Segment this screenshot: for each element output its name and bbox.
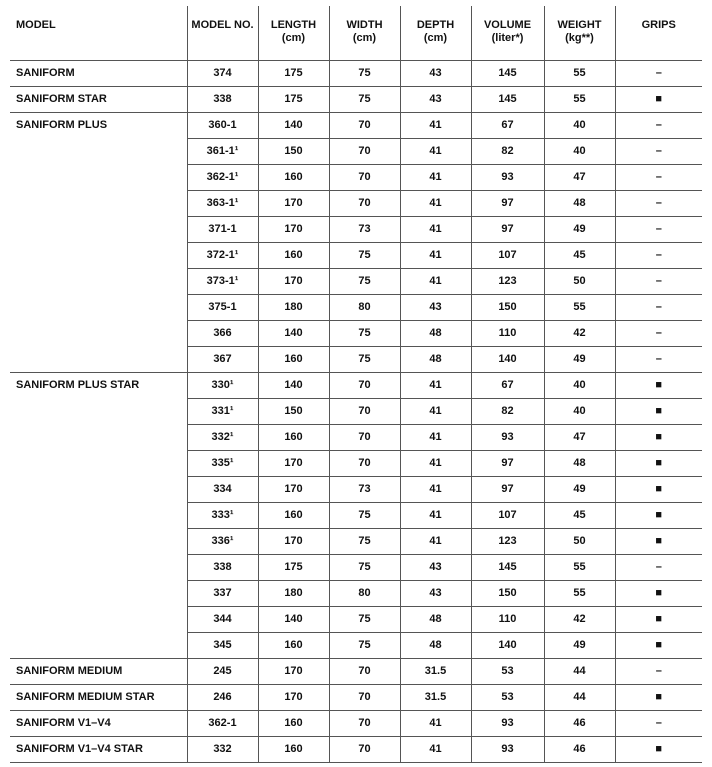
- length-cell: 160: [258, 632, 329, 658]
- volume-cell: 107: [471, 242, 544, 268]
- table-body: [10, 60, 702, 762]
- table-row: [10, 60, 702, 86]
- width-cell: 75: [329, 554, 400, 580]
- depth-cell: 48: [400, 346, 471, 372]
- depth-cell: 41: [400, 450, 471, 476]
- volume-cell: 67: [471, 372, 544, 398]
- length-cell: 170: [258, 528, 329, 554]
- model-cell: SANIFORM PLUS STAR: [16, 378, 140, 391]
- table-row: [10, 632, 702, 658]
- volume-cell: 145: [471, 554, 544, 580]
- table-row: [10, 476, 702, 502]
- volume-cell: 97: [471, 476, 544, 502]
- model-no-cell: 334: [187, 476, 258, 502]
- depth-cell: 31.5: [400, 684, 471, 710]
- header-depth-unit: (cm): [423, 32, 448, 44]
- volume-cell: 123: [471, 268, 544, 294]
- model-no-cell: 374: [187, 60, 258, 86]
- width-cell: 70: [329, 424, 400, 450]
- table-row: [10, 502, 702, 528]
- model-cell: [10, 190, 187, 216]
- table-row: [10, 528, 702, 554]
- model-cell: SANIFORM STAR: [10, 86, 187, 112]
- grips-cell: ■: [615, 736, 702, 762]
- length-cell: 180: [258, 294, 329, 320]
- width-cell: 75: [329, 268, 400, 294]
- weight-cell: 47: [544, 164, 615, 190]
- depth-cell: 48: [400, 320, 471, 346]
- header-width: [329, 6, 400, 60]
- volume-cell: 67: [471, 112, 544, 138]
- model-no-cell: 373-1¹: [187, 268, 258, 294]
- model-no-cell: 371-1: [187, 216, 258, 242]
- model-no-cell: 333¹: [187, 502, 258, 528]
- table-row: [10, 242, 702, 268]
- length-cell: 175: [258, 60, 329, 86]
- volume-cell: 150: [471, 294, 544, 320]
- model-no-cell: 336¹: [187, 528, 258, 554]
- model-cell: [10, 606, 187, 632]
- header-weight-label: WEIGHT: [557, 19, 602, 31]
- length-cell: 160: [258, 736, 329, 762]
- model-cell: [10, 528, 187, 554]
- table-row: [10, 268, 702, 294]
- grips-cell: ■: [615, 632, 702, 658]
- weight-cell: 48: [544, 450, 615, 476]
- model-no-cell: 375-1: [187, 294, 258, 320]
- model-cell: SANIFORM PLUS: [16, 118, 108, 131]
- model-no-cell: 338: [187, 554, 258, 580]
- volume-cell: 97: [471, 216, 544, 242]
- volume-cell: 93: [471, 164, 544, 190]
- model-cell: [10, 580, 187, 606]
- volume-cell: 93: [471, 736, 544, 762]
- volume-cell: 123: [471, 528, 544, 554]
- table-row: [10, 138, 702, 164]
- grips-cell: –: [615, 268, 702, 294]
- width-cell: 73: [329, 476, 400, 502]
- model-no-cell: 367: [187, 346, 258, 372]
- table-row: [10, 372, 702, 398]
- width-cell: 80: [329, 294, 400, 320]
- weight-cell: 50: [544, 268, 615, 294]
- volume-cell: 53: [471, 658, 544, 684]
- grips-cell: –: [615, 216, 702, 242]
- model-cell: [10, 476, 187, 502]
- grips-cell: ■: [615, 606, 702, 632]
- width-cell: 75: [329, 86, 400, 112]
- model-cell: [10, 320, 187, 346]
- grips-cell: ■: [615, 86, 702, 112]
- grips-cell: ■: [615, 502, 702, 528]
- width-cell: 70: [329, 450, 400, 476]
- weight-cell: 55: [544, 294, 615, 320]
- depth-cell: 43: [400, 580, 471, 606]
- weight-cell: 50: [544, 528, 615, 554]
- table-row: [10, 554, 702, 580]
- length-cell: 160: [258, 424, 329, 450]
- table-row: [10, 710, 702, 736]
- table-header: [10, 6, 702, 60]
- weight-cell: 49: [544, 346, 615, 372]
- weight-cell: 55: [544, 60, 615, 86]
- depth-cell: 41: [400, 372, 471, 398]
- model-cell: [10, 450, 187, 476]
- model-cell: [10, 346, 187, 372]
- weight-cell: 48: [544, 190, 615, 216]
- depth-cell: 41: [400, 268, 471, 294]
- length-cell: 160: [258, 502, 329, 528]
- weight-cell: 45: [544, 502, 615, 528]
- model-no-cell: 331¹: [187, 398, 258, 424]
- model-no-cell: 362-1¹: [187, 164, 258, 190]
- model-cell: [10, 554, 187, 580]
- width-cell: 80: [329, 580, 400, 606]
- header-length-label: LENGTH: [270, 19, 317, 31]
- length-cell: 170: [258, 450, 329, 476]
- table-row: [10, 450, 702, 476]
- weight-cell: 49: [544, 216, 615, 242]
- model-no-cell: 360-1: [187, 112, 258, 138]
- grips-cell: –: [615, 294, 702, 320]
- volume-cell: 110: [471, 606, 544, 632]
- model-no-cell: 344: [187, 606, 258, 632]
- model-no-cell: 335¹: [187, 450, 258, 476]
- weight-cell: 47: [544, 424, 615, 450]
- depth-cell: 41: [400, 736, 471, 762]
- volume-cell: 97: [471, 190, 544, 216]
- length-cell: 170: [258, 684, 329, 710]
- depth-cell: 41: [400, 424, 471, 450]
- depth-cell: 43: [400, 554, 471, 580]
- length-cell: 175: [258, 554, 329, 580]
- model-cell: [10, 398, 187, 424]
- width-cell: 70: [329, 684, 400, 710]
- header-volume: [471, 6, 544, 60]
- model-no-cell: 330¹: [187, 372, 258, 398]
- model-no-cell: 361-1¹: [187, 138, 258, 164]
- weight-cell: 46: [544, 710, 615, 736]
- grips-cell: –: [615, 112, 702, 138]
- length-cell: 170: [258, 476, 329, 502]
- table-row: [10, 580, 702, 606]
- weight-cell: 45: [544, 242, 615, 268]
- weight-cell: 40: [544, 112, 615, 138]
- grips-cell: –: [615, 164, 702, 190]
- table-row: [10, 112, 702, 138]
- width-cell: 70: [329, 372, 400, 398]
- table-row: [10, 736, 702, 762]
- grips-cell: –: [615, 710, 702, 736]
- model-cell: SANIFORM: [10, 60, 187, 86]
- length-cell: 150: [258, 398, 329, 424]
- depth-cell: 41: [400, 398, 471, 424]
- header-model-no: [187, 6, 258, 60]
- header-grips-label: GRIPS: [641, 19, 676, 31]
- volume-cell: 140: [471, 632, 544, 658]
- model-no-cell: 338: [187, 86, 258, 112]
- depth-cell: 31.5: [400, 658, 471, 684]
- table-row: [10, 658, 702, 684]
- grips-cell: –: [615, 242, 702, 268]
- depth-cell: 41: [400, 502, 471, 528]
- depth-cell: 41: [400, 710, 471, 736]
- grips-cell: ■: [615, 424, 702, 450]
- grips-cell: –: [615, 138, 702, 164]
- model-cell: [10, 632, 187, 658]
- model-cell: [10, 164, 187, 190]
- volume-cell: 110: [471, 320, 544, 346]
- header-row: [10, 6, 702, 60]
- table-row: [10, 190, 702, 216]
- model-cell: [10, 138, 187, 164]
- length-cell: 170: [258, 216, 329, 242]
- model-cell: SANIFORM V1–V4 STAR: [10, 736, 187, 762]
- weight-cell: 55: [544, 86, 615, 112]
- model-cell: SANIFORM V1–V4: [10, 710, 187, 736]
- depth-cell: 48: [400, 606, 471, 632]
- depth-cell: 41: [400, 190, 471, 216]
- spec-table-container: [10, 6, 702, 763]
- header-width-unit: (cm): [352, 32, 377, 44]
- weight-cell: 44: [544, 684, 615, 710]
- depth-cell: 43: [400, 86, 471, 112]
- table-row: [10, 294, 702, 320]
- table-row: [10, 216, 702, 242]
- model-no-cell: 246: [187, 684, 258, 710]
- volume-cell: 140: [471, 346, 544, 372]
- grips-cell: –: [615, 60, 702, 86]
- volume-cell: 97: [471, 450, 544, 476]
- model-no-cell: 366: [187, 320, 258, 346]
- length-cell: 140: [258, 606, 329, 632]
- weight-cell: 44: [544, 658, 615, 684]
- header-length: [258, 6, 329, 60]
- weight-cell: 55: [544, 554, 615, 580]
- width-cell: 75: [329, 242, 400, 268]
- depth-cell: 43: [400, 60, 471, 86]
- model-no-cell: 332: [187, 736, 258, 762]
- model-no-cell: 332¹: [187, 424, 258, 450]
- length-cell: 170: [258, 190, 329, 216]
- header-weight-unit: (kg**): [565, 32, 594, 44]
- volume-cell: 53: [471, 684, 544, 710]
- table-row: [10, 346, 702, 372]
- depth-cell: 41: [400, 242, 471, 268]
- volume-cell: 107: [471, 502, 544, 528]
- volume-cell: 145: [471, 60, 544, 86]
- header-width-label: WIDTH: [346, 19, 383, 31]
- model-cell: [10, 242, 187, 268]
- length-cell: 160: [258, 164, 329, 190]
- header-model: [10, 6, 187, 60]
- depth-cell: 48: [400, 632, 471, 658]
- width-cell: 70: [329, 190, 400, 216]
- width-cell: 75: [329, 320, 400, 346]
- header-model-label: MODEL: [16, 19, 56, 31]
- grips-cell: –: [615, 190, 702, 216]
- header-grips: [615, 6, 702, 60]
- grips-cell: –: [615, 320, 702, 346]
- width-cell: 75: [329, 632, 400, 658]
- header-weight: [544, 6, 615, 60]
- model-cell: SANIFORM MEDIUM STAR: [10, 684, 187, 710]
- width-cell: 70: [329, 398, 400, 424]
- model-no-cell: 337: [187, 580, 258, 606]
- model-no-cell: 345: [187, 632, 258, 658]
- grips-cell: ■: [615, 450, 702, 476]
- grips-cell: –: [615, 346, 702, 372]
- grips-cell: ■: [615, 528, 702, 554]
- header-volume-label: VOLUME: [483, 19, 532, 31]
- weight-cell: 49: [544, 476, 615, 502]
- volume-cell: 93: [471, 424, 544, 450]
- model-no-cell: 362-1: [187, 710, 258, 736]
- width-cell: 75: [329, 606, 400, 632]
- model-no-cell: 372-1¹: [187, 242, 258, 268]
- model-cell: [10, 294, 187, 320]
- weight-cell: 42: [544, 606, 615, 632]
- header-volume-unit: (liter*): [491, 32, 524, 44]
- width-cell: 75: [329, 502, 400, 528]
- length-cell: 175: [258, 86, 329, 112]
- model-cell: [10, 268, 187, 294]
- depth-cell: 41: [400, 476, 471, 502]
- grips-cell: ■: [615, 476, 702, 502]
- depth-cell: 41: [400, 164, 471, 190]
- volume-cell: 93: [471, 710, 544, 736]
- header-depth: [400, 6, 471, 60]
- volume-cell: 82: [471, 398, 544, 424]
- width-cell: 75: [329, 60, 400, 86]
- depth-cell: 41: [400, 216, 471, 242]
- spec-table: [10, 6, 702, 763]
- table-row: [10, 424, 702, 450]
- depth-cell: 41: [400, 112, 471, 138]
- length-cell: 170: [258, 658, 329, 684]
- header-depth-label: DEPTH: [416, 19, 455, 31]
- table-row: [10, 320, 702, 346]
- volume-cell: 145: [471, 86, 544, 112]
- width-cell: 70: [329, 710, 400, 736]
- volume-cell: 82: [471, 138, 544, 164]
- width-cell: 70: [329, 736, 400, 762]
- model-cell: [10, 216, 187, 242]
- length-cell: 160: [258, 710, 329, 736]
- weight-cell: 40: [544, 398, 615, 424]
- depth-cell: 41: [400, 138, 471, 164]
- weight-cell: 40: [544, 138, 615, 164]
- length-cell: 170: [258, 268, 329, 294]
- depth-cell: 41: [400, 528, 471, 554]
- weight-cell: 46: [544, 736, 615, 762]
- table-row: [10, 164, 702, 190]
- weight-cell: 40: [544, 372, 615, 398]
- width-cell: 73: [329, 216, 400, 242]
- header-model-no-label: MODEL NO.: [191, 19, 254, 31]
- model-cell: [10, 424, 187, 450]
- length-cell: 140: [258, 320, 329, 346]
- depth-cell: 43: [400, 294, 471, 320]
- table-row: [10, 398, 702, 424]
- grips-cell: ■: [615, 372, 702, 398]
- weight-cell: 49: [544, 632, 615, 658]
- length-cell: 180: [258, 580, 329, 606]
- table-row: [10, 606, 702, 632]
- grips-cell: –: [615, 554, 702, 580]
- length-cell: 160: [258, 242, 329, 268]
- grips-cell: –: [615, 658, 702, 684]
- grips-cell: ■: [615, 580, 702, 606]
- model-cell: [10, 502, 187, 528]
- model-no-cell: 363-1¹: [187, 190, 258, 216]
- table-row: [10, 684, 702, 710]
- volume-cell: 150: [471, 580, 544, 606]
- length-cell: 150: [258, 138, 329, 164]
- weight-cell: 42: [544, 320, 615, 346]
- width-cell: 70: [329, 658, 400, 684]
- grips-cell: ■: [615, 684, 702, 710]
- width-cell: 75: [329, 346, 400, 372]
- model-cell: SANIFORM MEDIUM: [10, 658, 187, 684]
- width-cell: 70: [329, 112, 400, 138]
- width-cell: 70: [329, 164, 400, 190]
- length-cell: 140: [258, 372, 329, 398]
- header-length-unit: (cm): [281, 32, 306, 44]
- weight-cell: 55: [544, 580, 615, 606]
- length-cell: 160: [258, 346, 329, 372]
- table-row: [10, 86, 702, 112]
- width-cell: 70: [329, 138, 400, 164]
- length-cell: 140: [258, 112, 329, 138]
- grips-cell: ■: [615, 398, 702, 424]
- model-no-cell: 245: [187, 658, 258, 684]
- width-cell: 75: [329, 528, 400, 554]
